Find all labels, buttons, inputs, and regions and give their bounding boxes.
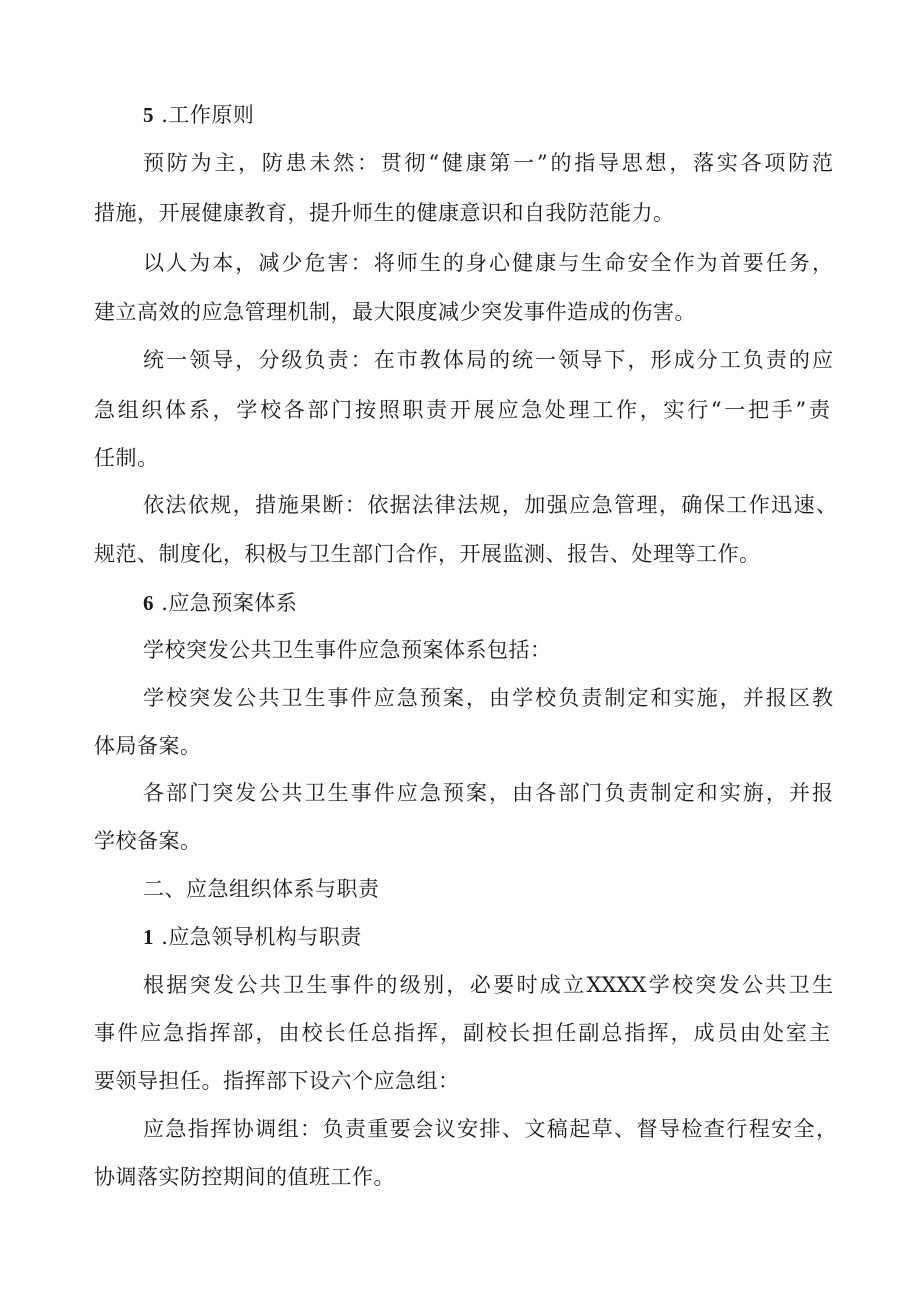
heading-text: .应急预案体系 <box>161 591 298 615</box>
paragraph-line: 体局备案。 <box>94 734 202 758</box>
heading-number: 6 <box>143 591 154 615</box>
heading-number: 1 <box>143 925 154 949</box>
paragraph-line: 统一领导，分级负责：在市教体局的统一领导下，形成分工负责的应 <box>143 348 833 372</box>
paragraph-line: 协调落实防控期间的值班工作。 <box>94 1165 395 1189</box>
section-title: 二、应急组织体系与职责 <box>143 877 380 901</box>
paragraph-line: 应急指挥协调组：负责重要会议安排、文稿起草、督导检查行程安全， <box>143 1117 837 1141</box>
section-heading-6 <box>143 588 297 618</box>
heading-text: .工作原则 <box>161 103 255 127</box>
heading-number: 5 <box>143 103 154 127</box>
section-heading-5 <box>143 100 254 130</box>
heading-text: .应急领导机构与职责 <box>161 925 362 949</box>
paragraph-line: 任制。 <box>94 446 159 470</box>
paragraph-line: 建立高效的应急管理机制，最大限度减少突发事件造成的伤害。 <box>94 300 696 324</box>
paragraph-line: 规范、制度化，积极与卫生部门合作，开展监测、报告、处理等工作。 <box>94 542 761 566</box>
paragraph-line: 学校备案。 <box>94 829 202 853</box>
paragraph-line: 要领导担任。指挥部下设六个应急组： <box>94 1069 460 1093</box>
paragraph-line: 事件应急指挥部，由校长任总指挥，副校长担任副总指挥，成员由处室主 <box>94 1021 830 1045</box>
paragraph-line: 根据突发公共卫生事件的级别，必要时成立XXXX学校突发公共卫生 <box>143 973 833 997</box>
paragraph-line: 学校突发公共卫生事件应急预案，由学校负责制定和实施，并报区教 <box>143 686 833 710</box>
section-heading-1 <box>143 922 362 952</box>
paragraph-line: 以人为本，减少危害：将师生的身心健康与生命安全作为首要任务， <box>143 251 833 275</box>
paragraph-line: 学校突发公共卫生事件应急预案体系包括： <box>143 638 552 662</box>
paragraph-line: 依法依规，措施果断：依据法律法规，加强应急管理，确保工作迅速、 <box>143 493 837 517</box>
paragraph-line: 各部门突发公共卫生事件应急预案，由各部门负责制定和实旃，并报 <box>143 781 833 805</box>
paragraph-line: 急组织体系，学校各部门按照职责开展应急处理工作，实行“一把手”责 <box>94 398 830 422</box>
paragraph-line: 措施，开展健康教育，提升师生的健康意识和自我防范能力。 <box>94 201 675 225</box>
paragraph-line: 预防为主，防患未然：贯彻“健康第一”的指导思想，落实各项防范 <box>143 151 833 175</box>
